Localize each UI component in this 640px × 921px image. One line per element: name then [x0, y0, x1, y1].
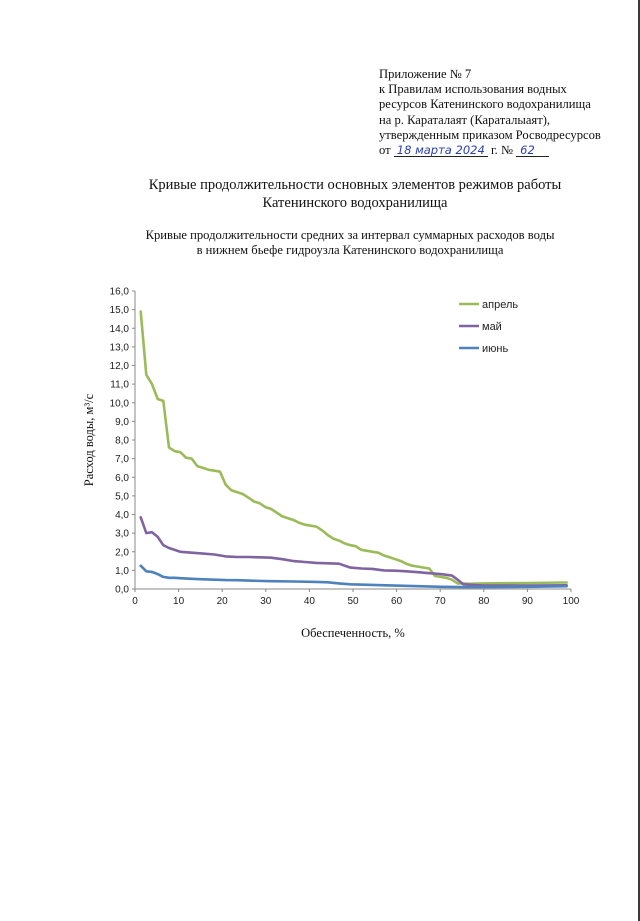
x-tick-label: 100: [562, 596, 580, 607]
x-tick-label: 40: [303, 596, 315, 607]
y-tick-label: 10,0: [109, 398, 129, 410]
y-tick-label: 1,0: [115, 565, 129, 577]
title-line-1: Кривые продолжительности основных элементов режимов работы: [148, 177, 562, 193]
annex-line-4: на р. Караталаят (Караталыаят),: [379, 112, 551, 127]
y-tick-label: 13,0: [109, 342, 129, 354]
annex-line-3: ресурсов Катенинского водохранилища: [379, 97, 591, 112]
y-tick-label: 5,0: [115, 491, 129, 503]
x-tick-label: 0: [132, 596, 138, 607]
x-axis-ticks: [132, 589, 580, 607]
legend-label: май: [482, 321, 502, 333]
y-tick-label: 7,0: [115, 454, 129, 466]
y-tick-label: 15,0: [109, 305, 129, 317]
subtitle-line-1: Кривые продолжительности средних за интервал суммарных расходов воды: [145, 228, 555, 242]
x-tick-label: 90: [521, 596, 533, 607]
y-tick-label: 14,0: [109, 323, 129, 335]
from-label: от: [379, 143, 391, 158]
annex-line-2: к Правилам использования водных: [379, 82, 567, 97]
y-tick-label: 3,0: [115, 528, 129, 540]
y-tick-label: 6,0: [115, 472, 129, 484]
x-tick-label: 10: [173, 596, 185, 607]
legend-label: июнь: [482, 343, 509, 355]
y-tick-label: 0,0: [115, 584, 129, 596]
y-axis-ticks: [110, 287, 135, 596]
x-tick-label: 60: [391, 596, 403, 607]
x-tick-label: 20: [216, 596, 228, 607]
title-line-2: Катенинского водохранилища: [262, 195, 448, 211]
x-tick-label: 70: [434, 596, 446, 607]
handwritten-date: 18 марта 2024: [394, 144, 488, 157]
annex-line-5: утвержденным приказом Росводресурсов: [379, 127, 601, 142]
series-line-май: [141, 517, 567, 585]
x-tick-label: 80: [478, 596, 490, 607]
y-axis-label: Расход воды, м³/с: [82, 393, 96, 487]
y-tick-label: 8,0: [115, 435, 129, 447]
x-tick-label: 50: [347, 596, 359, 607]
x-tick-label: 30: [260, 596, 272, 607]
handwritten-number: 62: [516, 144, 549, 157]
subtitle-line-2: в нижнем бьефе гидроузла Катенинского водохранилища: [196, 243, 504, 257]
x-axis-label: Обеспеченность, %: [301, 626, 405, 640]
y-tick-label: 2,0: [115, 547, 129, 559]
y-tick-label: 12,0: [109, 361, 129, 372]
legend: [459, 299, 518, 355]
y-tick-label: 4,0: [115, 510, 129, 521]
y-tick-label: 9,0: [115, 416, 129, 428]
y-tick-label: 11,0: [110, 379, 129, 391]
legend-label: апрель: [482, 299, 519, 311]
year-number-label: г. №: [490, 143, 513, 158]
annex-line-1: Приложение № 7: [379, 67, 472, 81]
y-tick-label: 16,0: [109, 286, 129, 298]
